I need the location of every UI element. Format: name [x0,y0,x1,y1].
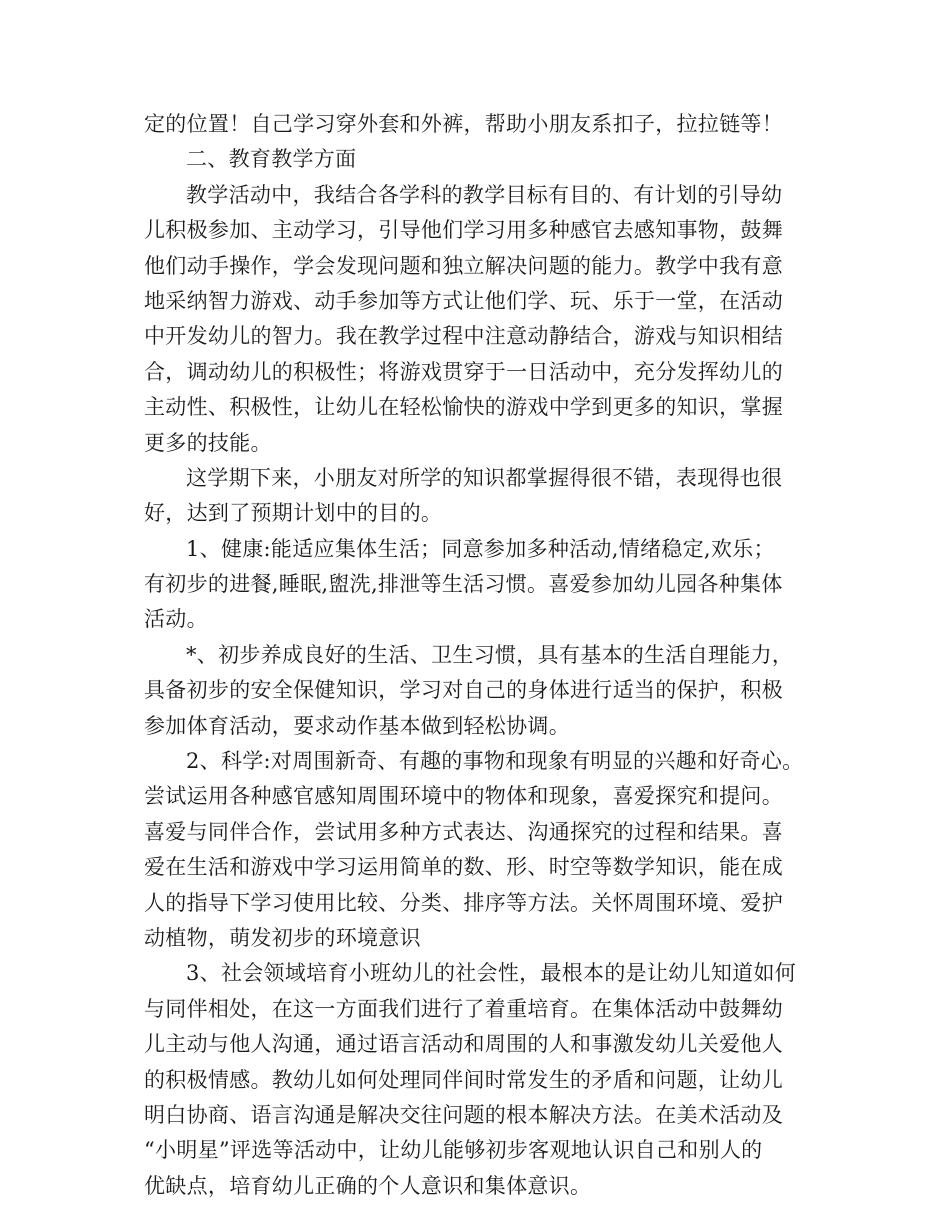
paragraph-line: 参加体育活动，要求动作基本做到轻松协调。 [144,713,570,738]
paragraph-first-line: 2、科学:对周围新奇、有趣的事物和现象有明显的兴趣和好奇心。 [186,749,804,774]
paragraph-line: 地采纳智力游戏、动手参加等方式让他们学、玩、乐于一堂，在活动 [144,288,783,313]
paragraph-line: 他们动手操作，学会发现问题和独立解决问题的能力。教学中我有意 [144,253,783,278]
paragraph-line: 爱在生活和游戏中学习运用简单的数、形、时空等数学知识，能在成 [144,855,783,880]
paragraph-line: 人的指导下学习使用比较、分类、排序等方法。关怀周围环境、爱护 [144,890,783,915]
paragraph-line: 中开发幼儿的智力。我在教学过程中注意动静结合，游戏与知识相结 [144,324,783,349]
paragraph-line: 明白协商、语言沟通是解决交往问题的根本解决方法。在美术活动及 [144,1102,783,1127]
paragraph-line: 定的位置！自己学习穿外套和外裤，帮助小朋友系扣子，拉拉链等！ [144,112,783,136]
paragraph-line: 与同伴相处，在这一方面我们进行了着重培育。在集体活动中鼓舞幼 [144,996,783,1021]
paragraph-first-line: *、初步养成良好的生活、卫生习惯，具有基本的生活自理能力， [186,642,794,667]
paragraph-line: 合，调动幼儿的积极性；将游戏贯穿于一日活动中，充分发挥幼儿的 [144,359,783,384]
paragraph-line: 更多的技能。 [144,430,272,455]
paragraph-line: 的积极情感。教幼儿如何处理同伴间时常发生的矛盾和问题，让幼儿 [144,1067,783,1092]
paragraph-line: 动植物，萌发初步的环境意识 [144,925,421,950]
paragraph-line: 好，达到了预期计划中的目的。 [144,501,443,526]
paragraph-line: 有初步的进餐,睡眠,盥洗,排泄等生活习惯。喜爱参加幼儿园各种集体 [144,572,783,597]
paragraph-line: 儿积极参加、主动学习，引导他们学习用多种感官去感知事物，鼓舞 [144,218,783,243]
paragraph-line: 具备初步的安全保健知识，学习对自己的身体进行适当的保护，积极 [144,678,783,703]
paragraph-line: 活动。 [144,607,208,632]
paragraph-first-line: 这学期下来，小朋友对所学的知识都掌握得很不错，表现得也很 [186,465,783,490]
paragraph-line: 尝试运用各种感官感知周围环境中的物体和现象，喜爱探究和提问。 [144,784,783,809]
paragraph-line: 儿主动与他人沟通，通过语言活动和周围的人和事激发幼儿关爱他人 [144,1032,783,1057]
paragraph-first-line: 3、社会领域培育小班幼儿的社会性，最根本的是让幼儿知道如何 [186,961,797,986]
paragraph-line: 喜爱与同伴合作，尝试用多种方式表达、沟通探究的过程和结果。喜 [144,819,783,844]
document-body [144,107,808,1204]
paragraph-first-line: 1、健康:能适应集体生活；同意参加多种活动,情绪稳定,欢乐； [186,536,775,561]
paragraph-line: 优缺点，培育幼儿正确的个人意识和集体意识。 [144,1173,592,1198]
paragraph-first-line: 二、教育教学方面 [186,147,357,172]
paragraph-line: 主动性、积极性，让幼儿在轻松愉快的游戏中学到更多的知识，掌握 [144,395,783,420]
paragraph-first-line: 教学活动中，我结合各学科的教学目标有目的、有计划的引导幼 [186,182,783,207]
paragraph-line: “小明星”评选等活动中，让幼儿能够初步客观地认识自己和别人的 [144,1138,763,1163]
